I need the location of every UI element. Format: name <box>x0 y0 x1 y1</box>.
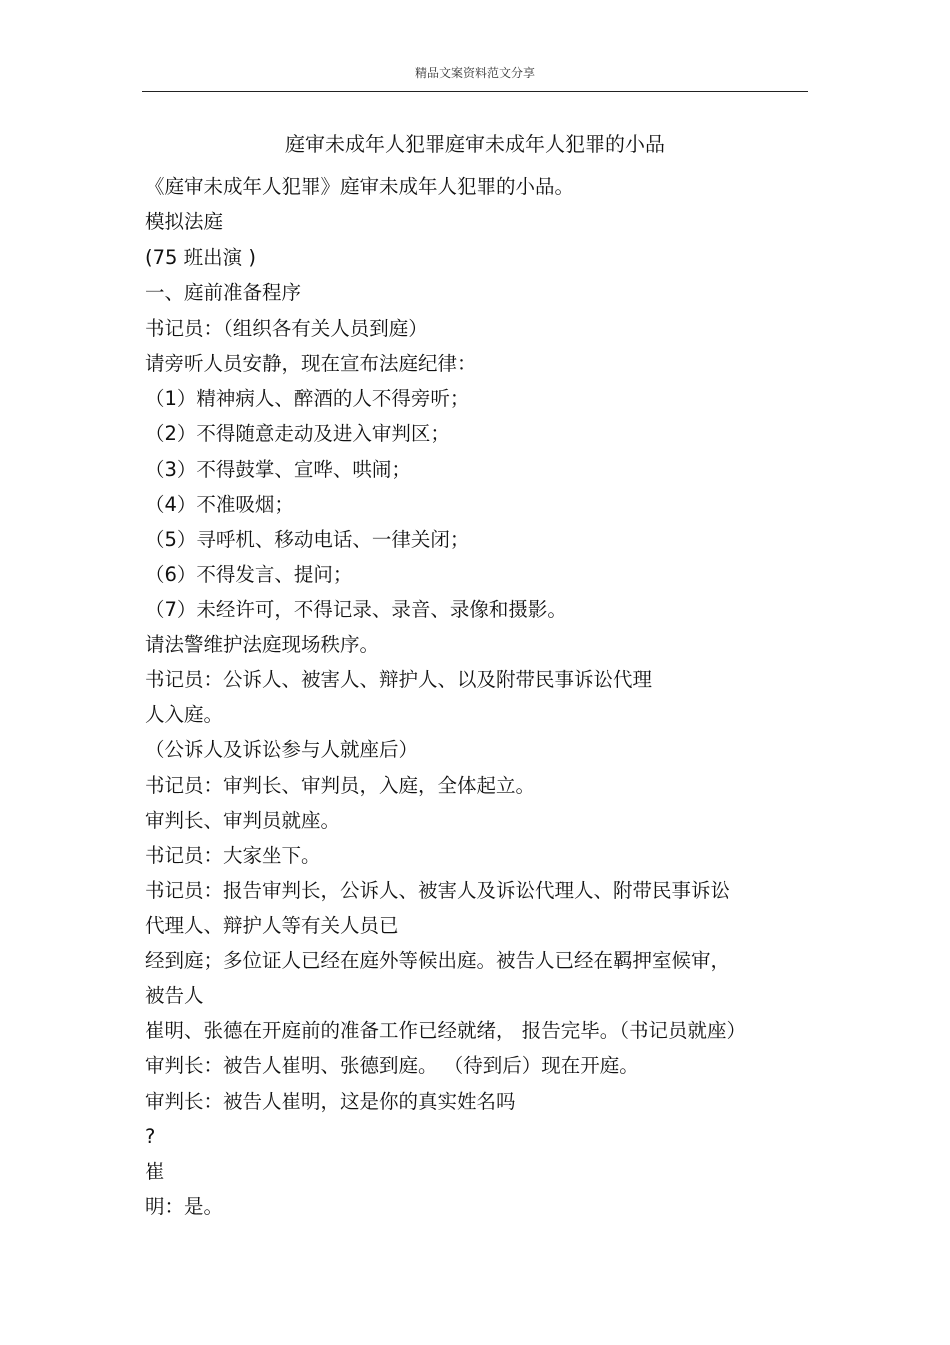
body-line: （4）不准吸烟； <box>145 493 294 516</box>
body-line: 请法警维护法庭现场秩序。 <box>145 633 380 656</box>
body-line: 请旁听人员安静，现在宣布法庭纪律： <box>145 352 477 375</box>
body-line: 代理人、辩护人等有关人员已 <box>145 914 399 937</box>
body-line: 书记员：公诉人、被害人、辩护人、以及附带民事诉讼代理 <box>145 668 653 691</box>
body-line: （3）不得鼓掌、宣哗、哄闹； <box>145 458 411 481</box>
body-line: （5）寻呼机、移动电话、一律关闭； <box>145 528 470 551</box>
body-line: ? <box>145 1125 156 1148</box>
body-line: 被告人 <box>145 984 204 1007</box>
body-line: （1）精神病人、醉酒的人不得旁听； <box>145 387 470 410</box>
body-line: （7）未经许可，不得记录、录音、录像和摄影。 <box>145 598 567 621</box>
body-line: 审判长：被告人崔明，这是你的真实姓名吗 <box>145 1090 516 1113</box>
body-line: 明：是。 <box>145 1195 224 1218</box>
body-line: 书记员：报告审判长，公诉人、被害人及诉讼代理人、附带民事诉讼 <box>145 879 731 902</box>
body-line: （2）不得随意走动及进入审判区； <box>145 422 450 445</box>
header-divider <box>142 91 808 92</box>
body-line: 人入庭。 <box>145 703 224 726</box>
body-line: 模拟法庭 <box>145 210 224 233</box>
body-line: 一、庭前准备程序 <box>145 281 302 304</box>
document-title: 庭审未成年人犯罪庭审未成年人犯罪的小品 <box>285 132 665 156</box>
body-line: 书记员：（组织各有关人员到庭） <box>145 317 428 340</box>
body-line: (75 班出演 ) <box>145 246 256 269</box>
body-line: 经到庭；多位证人已经在庭外等候出庭。被告人已经在羁押室候审， <box>145 949 731 972</box>
body-line: 书记员：审判长、审判员，入庭，全体起立。 <box>145 774 536 797</box>
body-line: （公诉人及诉讼参与人就座后） <box>145 738 419 761</box>
body-line: 审判长、审判员就座。 <box>145 809 341 832</box>
body-line: 书记员：大家坐下。 <box>145 844 321 867</box>
page-header: 精品文案资料范文分享 <box>414 66 535 80</box>
body-line: 崔 <box>145 1160 165 1183</box>
body-line: （6）不得发言、提问； <box>145 563 353 586</box>
body-line: 崔明、张德在开庭前的准备工作已经就绪， 报告完毕。（书记员就座） <box>145 1019 746 1042</box>
body-line: 审判长：被告人崔明、张德到庭。 （待到后）现在开庭。 <box>145 1054 639 1077</box>
body-line: 《庭审未成年人犯罪》庭审未成年人犯罪的小品。 <box>145 175 575 198</box>
